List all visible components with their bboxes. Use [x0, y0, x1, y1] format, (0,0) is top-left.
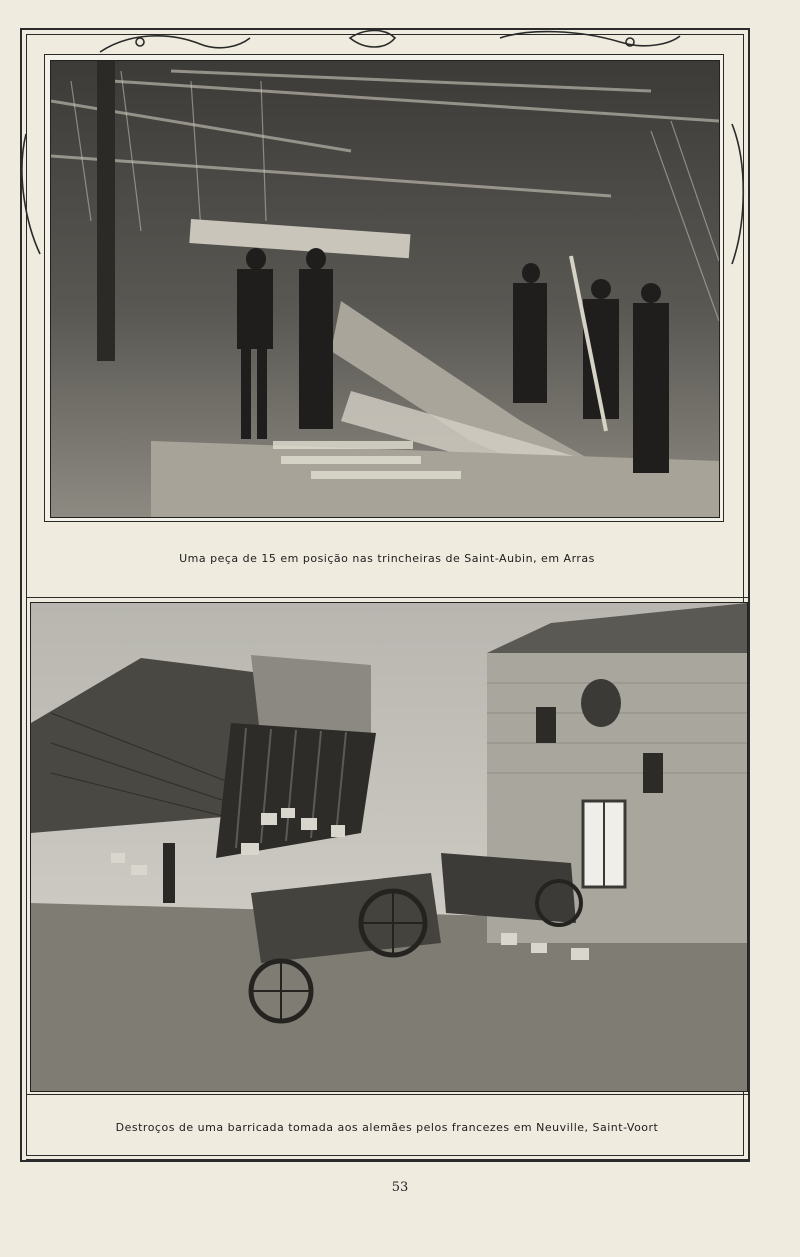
caption-block-1: [26, 520, 748, 598]
photo-caption: Destroços de uma barricada tomada aos alemães pelos francezes em Neuville, Saint-Voort: [115, 1120, 659, 1134]
photo-artillery-trench: [50, 60, 720, 518]
caption-block-2: [26, 1094, 748, 1160]
photo-ruined-barricade: [30, 602, 748, 1092]
page-number: 53: [391, 1180, 409, 1195]
photo-caption: Uma peça de 15 em posição nas trincheiras de Saint-Aubin, em Arras: [179, 552, 595, 565]
